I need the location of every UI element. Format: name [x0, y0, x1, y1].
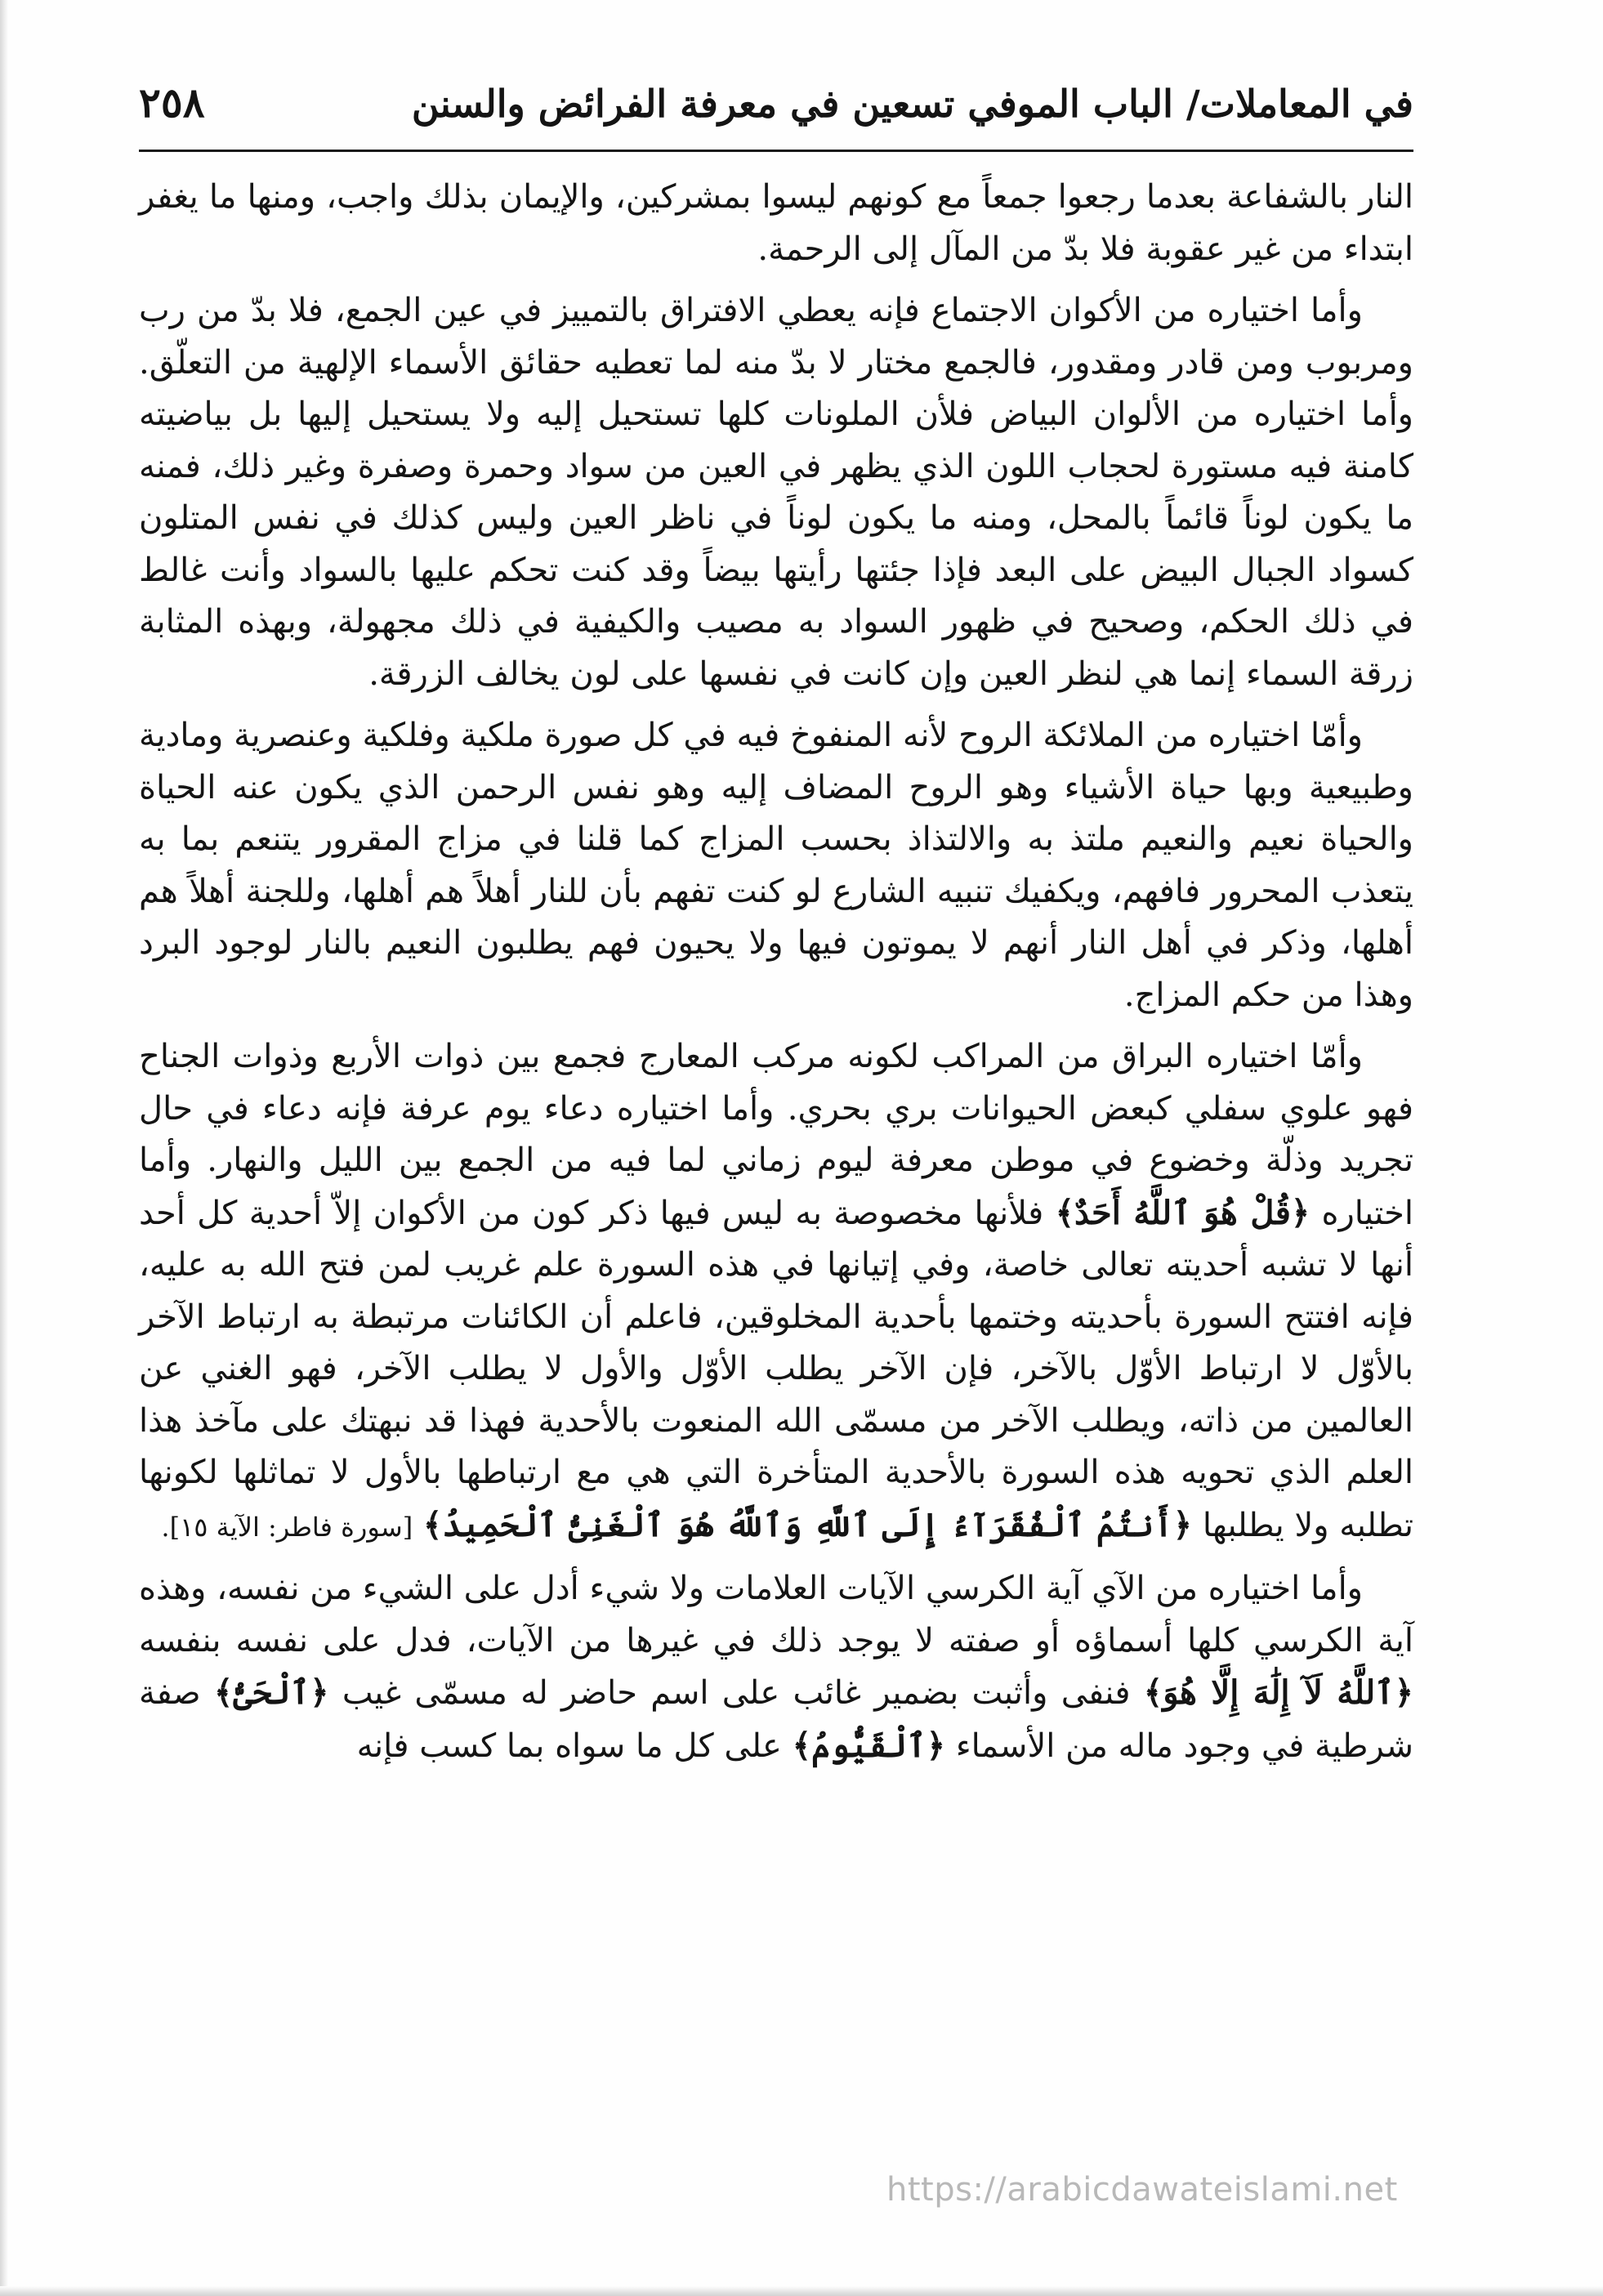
- quran-word-alhayy: ﴿ٱلْحَىُّ﴾: [213, 1673, 329, 1712]
- paragraph-5: [139, 1563, 1413, 1772]
- quran-verse-kursi: ﴿ٱللَّهُ لَآ إِلَٰهَ إِلَّا هُوَ﴾: [1143, 1673, 1414, 1712]
- paragraph-1-text: النار بالشفاعة بعدما رجعوا جمعاً مع كونهم ليسوا بمشركين، والإيمان بذلك واجب، ومنها ما يغفر ابتداء من غير عقوبة فلا بدّ من المآل إلى الرحمة.: [139, 178, 1413, 268]
- paragraph-5-text-middle: فنفى وأثبت بضمير غائب على اسم حاضر له مسمّى غيب: [342, 1674, 1131, 1712]
- paragraph-5-text-middle-2: صفة شرطية في وجود ماله من الأسماء: [139, 1674, 1413, 1765]
- paragraph-3-text: وأمّا اختياره من الملائكة الروح لأنه المنفوخ فيه في كل صورة ملكية وفلكية وعنصرية ومادية وطبيعية وبها حياة الأشياء وهو الروح المضاف إليه وهو نفس الرحمن الذي يكون عنه الحياة والحياة نعيم والنعيم ملتذ به والالتذاذ بحسب المزاج كما قلنا في مزاج المقرور يتنعم بما به يتعذب المحرور فافهم، ويكفيك تنبيه الشارع لو كنت تفهم بأن للنار أهلاً هم أهلها، وللجنة أهلاً هم أهلها، وذكر في أهل النار أنهم لا يموتون فيها ولا يحيون فهم يطلبون النعيم بالنار لوجود البرد وهذا من حكم المزاج.: [139, 717, 1413, 1014]
- website-watermark: https://arabicdawateislami.net: [886, 2171, 1398, 2209]
- header-divider: [139, 150, 1413, 152]
- paragraph-3: [139, 710, 1413, 1021]
- quran-verse-ikhlas: ﴿قُلْ هُوَ ٱللَّهُ أَحَدٌ﴾: [1055, 1193, 1311, 1232]
- page-number: ٢٥٨: [139, 78, 205, 127]
- paragraph-5-text-end: على كل ما سواه بما كسب فإنه: [356, 1726, 782, 1765]
- scan-shadow-left: [0, 0, 8, 2296]
- verse-reference: [سورة فاطر: الآية ١٥].: [161, 1511, 413, 1543]
- paragraph-4-text-start: وأمّا اختياره البراق من المراكب لكونه مركب المعارج فجمع بين ذوات الأربع وذوات الجناح فهو علوي سفلي كبعض الحيوانات بري بحري. وأما اختياره دعاء يوم عرفة فإنه دعاء في حال تجريد وذلّة وخضوع في موطن معرفة ليوم زماني لما فيه من الجمع بين الليل والنهار. وأما اختياره: [139, 1038, 1413, 1232]
- scan-shadow-bottom: [0, 2286, 1603, 2296]
- paragraph-5-text-start: وأما اختياره من الآي آية الكرسي الآيات العلامات ولا شيء أدل على الشيء من نفسه، وهذه آية الكرسي كلها أسماؤه أو صفته لا يوجد ذلك في غيرها من الآيات، فدل على نفسه بنفسه: [139, 1570, 1413, 1659]
- page-body: [139, 172, 1413, 2149]
- paragraph-1: [139, 172, 1413, 275]
- quran-word-alqayyum: ﴿ٱلْقَيُّومُ﴾: [792, 1726, 946, 1765]
- page-header: [139, 75, 1413, 141]
- running-title: في المعاملات/ الباب الموفي تسعين في معرفة الفرائض والسنن: [411, 82, 1413, 126]
- quran-verse-fatir: ﴿أَنتُمُ ٱلْفُقَرَآءُ إِلَى ٱللَّهِ وَٱللَّهُ هُوَ ٱلْغَنِىُّ ٱلْحَمِيدُ﴾: [422, 1505, 1193, 1544]
- paragraph-4-text-middle: فلأنها مخصوصة به ليس فيها ذكر كون من الأكوان إلاّ أحدية كل أحد أنها لا تشبه أحديته تعالى خاصة، وفي إتيانها في هذه السورة علم غريب لمن فتح الله به عليه، فإنه افتتح السورة بأحديته وختمها بأحدية المخلوقين، فاعلم أن الكائنات مرتبطة به ارتباط الآخر بالأوّل لا ارتباط الأوّل بالآخر، فإن الآخر يطلب الأوّل والأول لا يطلب الآخر، فهو الغني عن العالمين من ذاته، ويطلب الآخر من مسمّى الله المنعوت بالأحدية فهذا قد نبهتك على مآخذ هذا العلم الذي تحويه هذه السورة بالأحدية المتأخرة التي هي مع ارتباطها بالأول لا تماثلها لكونها تطلبه ولا يطلبها: [139, 1194, 1414, 1544]
- paragraph-4: [139, 1031, 1413, 1553]
- paragraph-2: [139, 285, 1413, 700]
- paragraph-2-text: وأما اختياره من الأكوان الاجتماع فإنه يعطي الافتراق بالتمييز في عين الجمع، فلا بدّ من رب ومربوب ومن قادر ومقدور، فالجمع مختار لا بدّ منه لما تعطيه حقائق الأسماء الإلهية من التعلّق. وأما اختياره من الألوان البياض فلأن الملونات كلها تستحيل إليه ولا يستحيل إليها بل بياضيته كامنة فيه مستورة لحجاب اللون الذي يظهر في العين من سواد وحمرة وصفرة وغير ذلك، فمنه ما يكون لوناً قائماً بالمحل، ومنه ما يكون لوناً في ناظر العين وليس كذلك في نفس المتلون كسواد الجبال البيض على البعد فإذا جئتها رأيتها بيضاً وقد كنت تحكم عليها بالسواد وأنت غالط في ذلك الحكم، وصحيح في ظهور السواد به مصيب والكيفية في ذلك مجهولة، وبهذه المثابة زرقة السماء إنما هي لنظر العين وإن كانت في نفسها على لون يخالف الزرقة.: [139, 292, 1413, 693]
